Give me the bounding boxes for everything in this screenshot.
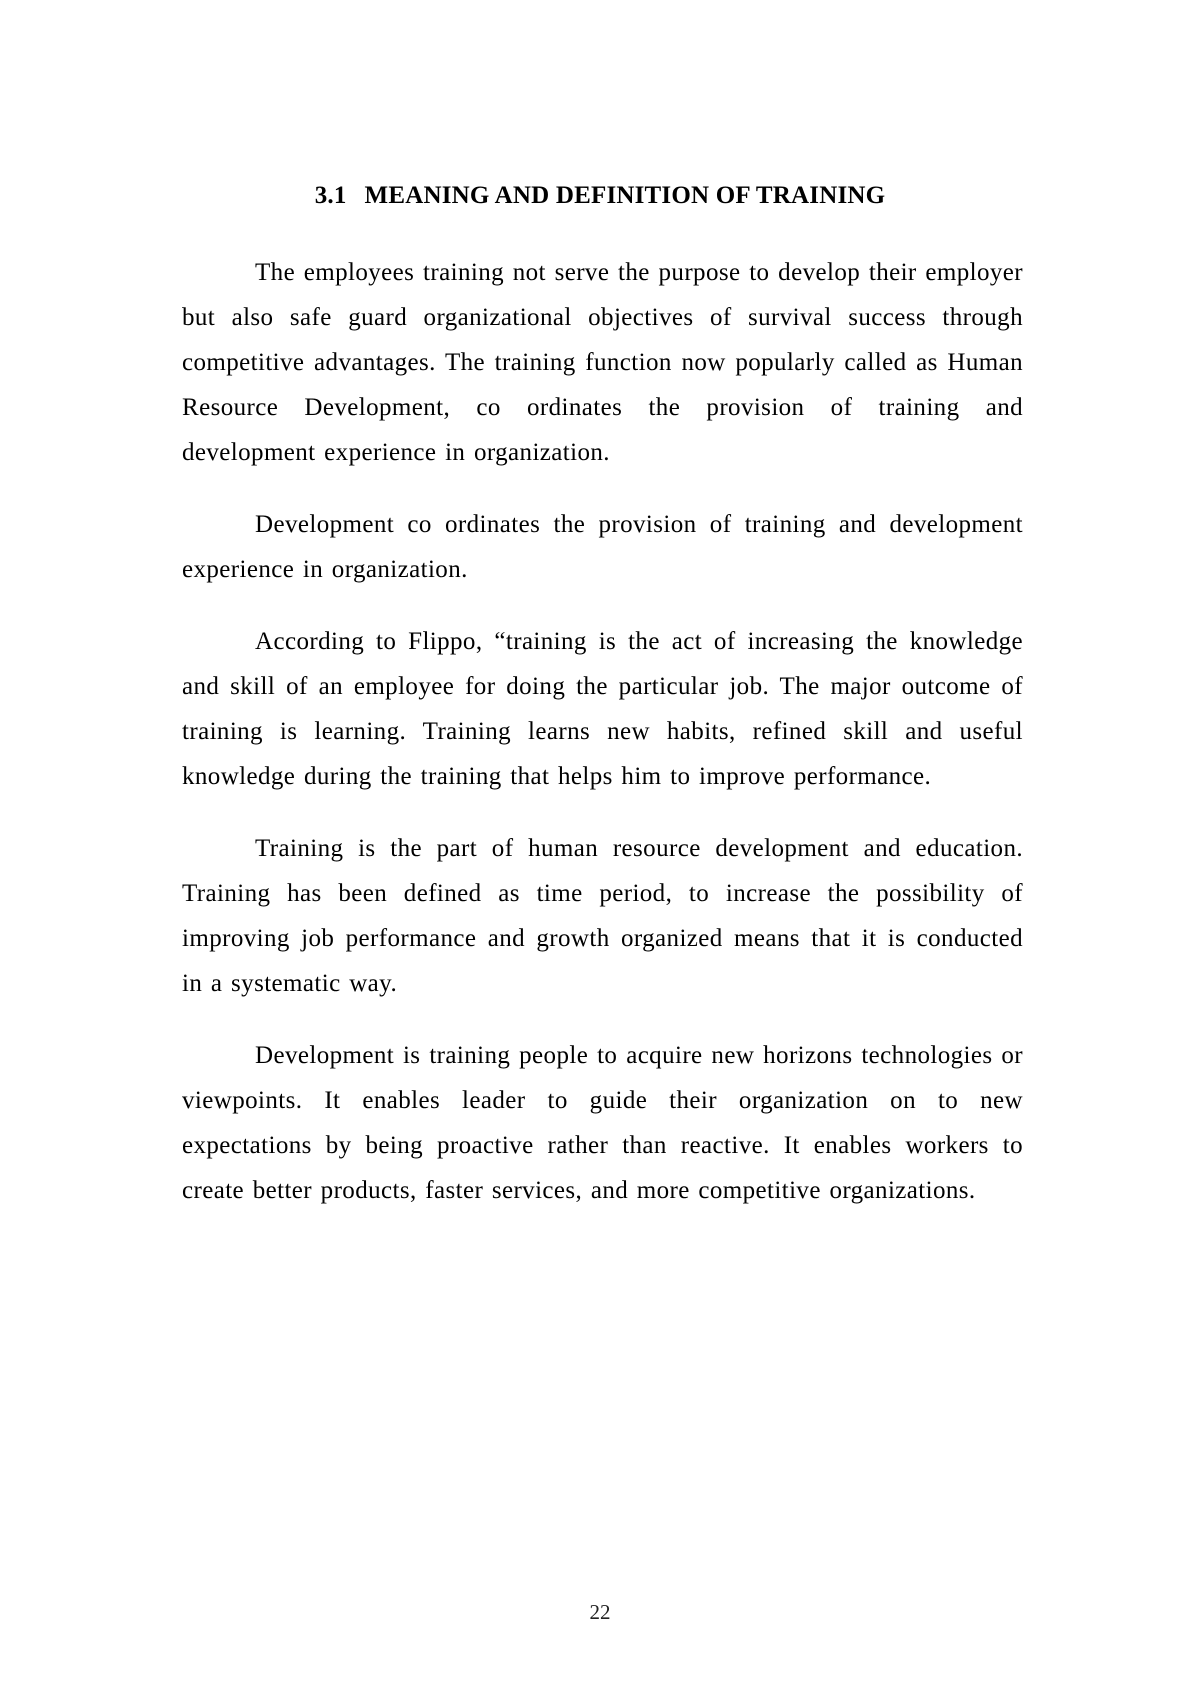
- paragraph: According to Flippo, “training is the act of increasing the knowledge and skill of an employee for doing the particular job. The major outcome of training is learning. Training learns new habits, refined skill and useful knowledge during the training that helps him to improve performance.: [182, 628, 1023, 790]
- paragraph: Training is the part of human resource development and education. Training has been defined as time period, to increase the possibility of improving job performance and growth organized means that it is conducted in a systematic way.: [182, 835, 1023, 997]
- page-number: 22: [589, 1600, 611, 1624]
- section-number: 3.1: [314, 182, 347, 209]
- body-text: [182, 250, 1023, 1240]
- paragraph: Development is training people to acquire new horizons technologies or viewpoints. It enables leader to guide their organization on to new expectations by being proactive rather than reactive. It enables workers to create better products, faster services, and more competitive organizations.: [182, 1042, 1023, 1204]
- paragraph: Development co ordinates the provision of training and development experience in organization.: [182, 511, 1023, 583]
- section-heading: [0, 182, 1200, 210]
- paragraph: The employees training not serve the purpose to develop their employer but also safe guard organizational objectives of survival success through competitive advantages. The training function now popularly called as Human Resource Development, co ordinates the provision of training and development experience in organization.: [182, 259, 1023, 466]
- section-title: MEANING AND DEFINITION OF TRAINING: [364, 182, 886, 209]
